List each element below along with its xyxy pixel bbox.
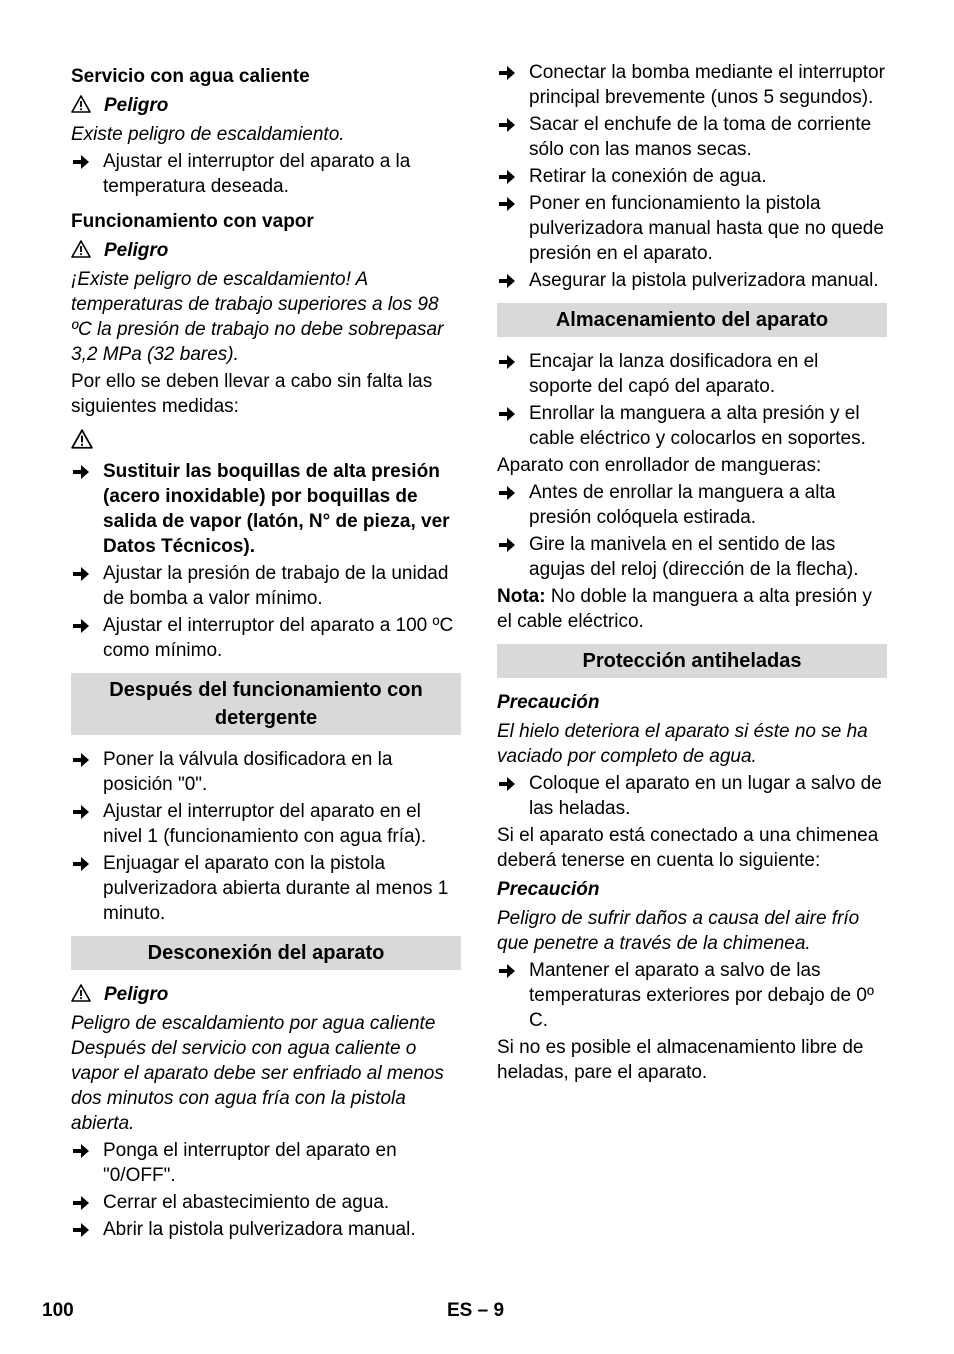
- arrow-right-icon: [73, 805, 89, 819]
- arrow-right-icon: [73, 155, 89, 169]
- instruction-step: [71, 561, 461, 611]
- instruction-step: [497, 532, 887, 582]
- step-text: Cerrar el abastecimiento de agua.: [103, 1192, 390, 1213]
- instruction-step: [71, 799, 461, 849]
- step-text: Enjuagar el aparato con la pistola pulverizadora abierta durante al menos 1 minuto.: [103, 853, 449, 924]
- caution-label: Precaución: [497, 692, 600, 713]
- arrow-right-icon: [73, 1196, 89, 1210]
- instruction-step: [71, 747, 461, 797]
- caution-text: Peligro de sufrir daños a causa del aire frío que penetre a través de la chimenea.: [497, 908, 860, 954]
- chimney-text: Si el aparato está conectado a una chimenea deberá tenerse en cuenta lo siguiente:: [497, 825, 879, 871]
- danger-heading: [71, 982, 461, 1007]
- arrow-right-icon: [73, 619, 89, 633]
- instruction-step: [71, 459, 461, 559]
- step-text: Ajustar el interruptor del aparato en el nivel 1 (funcionamiento con agua fría).: [103, 801, 427, 847]
- note-text: No doble la manguera a alta presión y el cable eléctrico.: [497, 586, 872, 632]
- step-text: Mantener el aparato a salvo de las temperaturas exteriores por debajo de 0º C.: [529, 960, 874, 1031]
- arrow-right-icon: [499, 274, 515, 288]
- warning-triangle-icon: [71, 425, 461, 451]
- instruction-step: [497, 401, 887, 451]
- instruction-step: [497, 191, 887, 266]
- instruction-step: [71, 851, 461, 926]
- danger-text: Existe peligro de escaldamiento.: [71, 124, 345, 145]
- arrow-right-icon: [499, 66, 515, 80]
- steam-intro: Por ello se deben llevar a cabo sin falta las siguientes medidas:: [71, 371, 433, 417]
- page-number: 100: [42, 1300, 74, 1321]
- step-text: Retirar la conexión de agua.: [529, 166, 767, 187]
- caution-label: Precaución: [497, 879, 600, 900]
- caution-text: El hielo deteriora el aparato si éste no se ha vaciado por completo de agua.: [497, 721, 868, 767]
- danger-heading: [71, 238, 461, 263]
- instruction-step: [497, 958, 887, 1033]
- note-label: Nota:: [497, 586, 546, 607]
- warning-triangle-icon: [71, 984, 91, 1002]
- arrow-right-icon: [73, 857, 89, 871]
- arrow-right-icon: [73, 1223, 89, 1237]
- step-text: Poner la válvula dosificadora en la posición "0".: [103, 749, 393, 795]
- arrow-right-icon: [499, 777, 515, 791]
- instruction-step: [71, 149, 461, 199]
- step-text: Ajustar el interruptor del aparato a la temperatura deseada.: [103, 151, 411, 197]
- instruction-step: [497, 771, 887, 821]
- step-text: Abrir la pistola pulverizadora manual.: [103, 1219, 416, 1240]
- danger-heading: [71, 93, 461, 118]
- frost-final: Si no es posible el almacenamiento libre de heladas, pare el aparato.: [497, 1037, 864, 1083]
- language-page-label: ES – 9: [447, 1300, 505, 1321]
- danger-label: Peligro: [104, 95, 169, 116]
- step-text: Encajar la lanza dosificadora en el soporte del capó del aparato.: [529, 351, 819, 397]
- arrow-right-icon: [73, 1144, 89, 1158]
- warning-triangle-icon: [71, 95, 91, 113]
- note: [497, 584, 887, 634]
- step-text: Ponga el interruptor del aparato en "0/OFF".: [103, 1140, 397, 1186]
- instruction-step: [497, 349, 887, 399]
- arrow-right-icon: [499, 197, 515, 211]
- section-header-shutdown: Desconexión del aparato: [71, 936, 461, 970]
- instruction-step: [497, 112, 887, 162]
- step-text: Antes de enrollar la manguera a alta presión colóquela estirada.: [529, 482, 836, 528]
- instruction-step: [497, 60, 887, 110]
- right-column: [497, 58, 887, 1085]
- arrow-right-icon: [499, 118, 515, 132]
- arrow-right-icon: [499, 538, 515, 552]
- instruction-step: [497, 480, 887, 530]
- warning-triangle-icon: [71, 240, 91, 258]
- instruction-step: [497, 268, 887, 293]
- arrow-right-icon: [73, 567, 89, 581]
- reel-intro: Aparato con enrollador de mangueras:: [497, 455, 822, 476]
- section-header-storage: Almacenamiento del aparato: [497, 303, 887, 337]
- step-text: Enrollar la manguera a alta presión y el cable eléctrico y colocarlos en soportes.: [529, 403, 866, 449]
- step-text: Sacar el enchufe de la toma de corriente sólo con las manos secas.: [529, 114, 872, 160]
- instruction-step: [497, 164, 887, 189]
- step-text: Ajustar la presión de trabajo de la unidad de bomba a valor mínimo.: [103, 563, 449, 609]
- steam-title: Funcionamiento con vapor: [71, 211, 314, 232]
- arrow-right-icon: [499, 170, 515, 184]
- danger-label: Peligro: [104, 240, 169, 261]
- danger-text: ¡Existe peligro de escaldamiento! A temperaturas de trabajo superiores a los 98 ºC la presión de trabajo no debe sobrepasar 3,2 MPa (32 bares).: [71, 269, 444, 365]
- step-text: Coloque el aparato en un lugar a salvo de las heladas.: [529, 773, 882, 819]
- arrow-right-icon: [499, 355, 515, 369]
- instruction-step: [71, 1217, 461, 1242]
- danger-label: Peligro: [104, 984, 169, 1005]
- arrow-right-icon: [499, 486, 515, 500]
- instruction-step: [71, 1190, 461, 1215]
- section-header-frost: Protección antiheladas: [497, 644, 887, 678]
- arrow-right-icon: [73, 465, 89, 479]
- arrow-right-icon: [499, 407, 515, 421]
- step-text: Asegurar la pistola pulverizadora manual.: [529, 270, 879, 291]
- step-text: Ajustar el interruptor del aparato a 100 ºC como mínimo.: [103, 615, 454, 661]
- step-text: Conectar la bomba mediante el interruptor principal brevemente (unos 5 segundos).: [529, 62, 885, 108]
- left-column: [71, 58, 461, 1242]
- step-text: Poner en funcionamiento la pistola pulverizadora manual hasta que no quede presión en el aparato.: [529, 193, 884, 264]
- section-header-detergent: Después del funcionamiento con detergente: [71, 673, 461, 735]
- instruction-step: [71, 1138, 461, 1188]
- danger-text: Peligro de escaldamiento por agua caliente Después del servicio con agua caliente o vapor el aparato debe ser enfriado al menos dos minutos con agua fría con la pistola abierta.: [71, 1013, 444, 1134]
- arrow-right-icon: [73, 753, 89, 767]
- step-text: Gire la manivela en el sentido de las agujas del reloj (dirección de la flecha).: [529, 534, 859, 580]
- step-text: Sustituir las boquillas de alta presión (acero inoxidable) por boquillas de salida de vapor (latón, N° de pieza, ver Datos Técnicos).: [103, 461, 450, 557]
- hot-water-title: Servicio con agua caliente: [71, 66, 310, 87]
- arrow-right-icon: [499, 964, 515, 978]
- instruction-step: [71, 613, 461, 663]
